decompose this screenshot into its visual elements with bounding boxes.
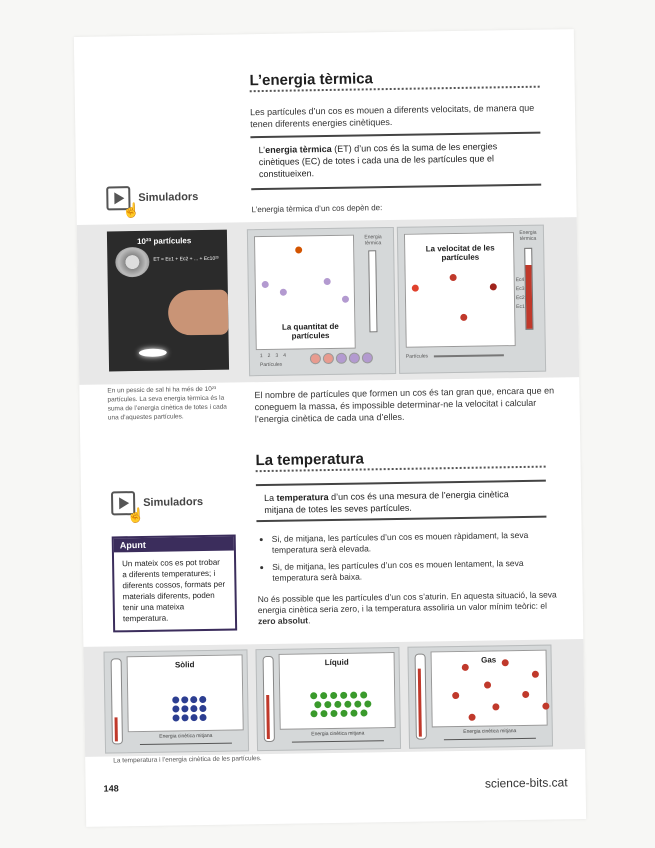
particle [492, 703, 499, 710]
state-panel-2 [255, 647, 401, 751]
particle [360, 709, 367, 716]
bullet-fast: • Si, de mitjana, les partícules d’un cos es mouen ràpidament, la seva temperatura serà elevada. [272, 529, 562, 556]
meter-label: Energia tèrmica [519, 229, 537, 242]
energy-levels [516, 276, 525, 312]
hand-cursor-icon: ☝ [127, 506, 145, 524]
kinetic-energy-arrow [292, 740, 384, 742]
particle [172, 696, 179, 703]
thermal-energy-meter [368, 250, 377, 332]
particle [452, 692, 459, 699]
quantity-panel [247, 227, 396, 376]
velocity-label: La velocitat de les partícules [425, 243, 495, 263]
intro-paragraph: Les partícules d’un cos es mouen a diferents velocitats, de manera que tenen diferents energies cinètiques. [249, 102, 535, 130]
particle [320, 710, 327, 717]
count-option[interactable] [362, 352, 373, 363]
particle [334, 701, 341, 708]
particle [199, 705, 206, 712]
tick: 2 [267, 352, 276, 359]
zero-end: . [308, 615, 311, 626]
particle [344, 701, 351, 708]
state-box [127, 654, 244, 732]
hand-cursor-icon: ☝ [122, 201, 141, 219]
count-option[interactable] [349, 353, 360, 364]
photo-heading: 10²³ partícules [136, 236, 192, 247]
tick: 3 [275, 352, 284, 359]
quantity-label: La quantitat de partícules [281, 321, 339, 341]
velocity-box [404, 232, 516, 348]
kinetic-energy-axis-label: Energia cinètica mitjana [463, 728, 517, 735]
site-url: science-bits.cat [484, 775, 568, 791]
thermometer [415, 654, 427, 740]
tick-labels [260, 353, 291, 359]
particle [502, 659, 509, 666]
apunt-heading: Apunt [114, 537, 234, 553]
absolute-zero-paragraph [258, 589, 558, 627]
particle [262, 281, 269, 288]
particle [354, 701, 361, 708]
particle [412, 285, 419, 292]
thermometer [111, 658, 123, 744]
particle [469, 714, 476, 721]
kinetic-energy-arrow [140, 743, 232, 745]
fingers-shape [168, 290, 229, 336]
page-number: 148 [103, 783, 119, 794]
level: Ec3 [515, 285, 525, 293]
particle [330, 710, 337, 717]
particle [490, 283, 497, 290]
count-option[interactable] [323, 353, 334, 364]
level: Ec1 [516, 303, 525, 311]
salt-grains [139, 349, 167, 357]
particle [181, 714, 188, 721]
particle [342, 296, 349, 303]
thermal-energy-meter [524, 248, 533, 330]
tick: 1 [259, 352, 268, 360]
apunt-note [112, 534, 237, 632]
velocity-slider[interactable] [434, 354, 504, 357]
tick: 4 [283, 352, 292, 359]
particles-paragraph: El nombre de partícules que formen un cos és tan gran que, encara que en coneguem la massa, és impossible determinar-ne la velocitat i calcular l’energia cinètica de cada una d’elles. [254, 385, 555, 425]
particle [484, 682, 491, 689]
state-panel-1 [103, 649, 249, 753]
particle [360, 691, 367, 698]
section-title-temperature: La temperatura [255, 450, 364, 470]
state-box [431, 650, 548, 728]
section-title-thermal-energy: L’energia tèrmica [249, 70, 374, 90]
particle [280, 289, 287, 296]
thermometer-fill [418, 669, 422, 737]
thermal-energy-definition [250, 132, 541, 191]
thermometer [263, 656, 275, 742]
particle [190, 696, 197, 703]
def-term: temperatura [276, 492, 329, 503]
count-option[interactable] [310, 353, 321, 364]
textbook-page [74, 29, 586, 827]
particle [199, 714, 206, 721]
salt-pinch-photo [107, 230, 229, 372]
temperature-definition [256, 480, 547, 523]
level: Ec4 [515, 276, 525, 284]
photo-formula: ET = Ec1 + Ec2 + ... + Ec10²³ [153, 255, 219, 263]
simulators-link-1[interactable] [106, 185, 199, 219]
def-pre: La [264, 492, 277, 504]
particle [310, 710, 317, 717]
state-label: Líquid [324, 657, 349, 668]
particle [450, 274, 457, 281]
play-icon [106, 186, 141, 219]
axis-label: Partícules [259, 361, 283, 369]
particle [522, 691, 529, 698]
zero-term: zero absolut [257, 615, 309, 627]
count-option[interactable] [336, 353, 347, 364]
particle [199, 696, 206, 703]
def-rest: (ET) d’un cos és la suma de les energies cinètiques (EC) de totes i cada una de les partícules que el constitueixen. [258, 141, 498, 180]
particle [181, 705, 188, 712]
state-panel-3 [407, 645, 553, 749]
particle [295, 246, 302, 253]
particle [324, 701, 331, 708]
particle [340, 692, 347, 699]
velocity-panel [397, 225, 546, 374]
particle-count-selector[interactable] [310, 352, 373, 364]
photo-caption: En un pessic de sal hi ha més de 10²³ partícules. La seva energia tèrmica és la suma de l’energia cinètica de totes i cada una d’aquestes partícules. [107, 385, 227, 422]
particle-lattice-zoom [115, 247, 149, 278]
particle [364, 700, 371, 707]
def-pre: L’ [258, 144, 266, 156]
play-icon [111, 491, 145, 524]
particle [181, 696, 188, 703]
particle [314, 701, 321, 708]
state-label: Sòlid [174, 660, 195, 670]
particle [340, 710, 347, 717]
def-rest: d’un cos és una mesura de l’energia cinètica mitjana de totes les seves partícules. [264, 489, 509, 516]
particle [350, 710, 357, 717]
bullet-slow: • Si, de mitjana, les partícules d’un cos es mouen lentament, la seva temperatura serà baixa. [272, 557, 562, 584]
particle [310, 692, 317, 699]
simulators-link-2[interactable] [111, 490, 204, 524]
particle [172, 714, 179, 721]
thermometer-fill [266, 695, 270, 739]
simulators-label: Simuladors [143, 496, 204, 509]
quantity-box [254, 235, 356, 351]
particle [350, 692, 357, 699]
kinetic-energy-axis-label: Energia cinètica mitjana [311, 730, 365, 738]
particle [542, 703, 549, 710]
particle [330, 692, 337, 699]
particle [320, 692, 327, 699]
state-label: Gas [481, 655, 497, 665]
state-box [279, 652, 396, 730]
def-term: energia tèrmica [265, 143, 332, 155]
particle [462, 664, 469, 671]
kinetic-energy-arrow [444, 738, 536, 740]
particle [190, 705, 197, 712]
simulators-label: Simuladors [138, 191, 199, 204]
particle [172, 705, 179, 712]
apunt-body: Un mateix cos es pot trobar a diferents temperatures; i diferents cossos, formats per materials diferents, poden tenir una mateixa temperatura. [122, 557, 226, 624]
thermometer-fill [115, 717, 118, 741]
particle [324, 278, 331, 285]
axis-label: Partícules [405, 353, 429, 360]
particle [532, 671, 539, 678]
particle [460, 314, 467, 321]
kinetic-energy-axis-label: Energia cinètica mitjana [159, 732, 213, 740]
states-caption: La temperatura i l’energia cinètica de les partícules. [113, 755, 262, 765]
depends-text: L’energia tèrmica d’un cos depèn de: [251, 203, 383, 215]
level: Ec2 [515, 294, 525, 302]
states-row [74, 29, 574, 37]
meter-label: Energia tèrmica [364, 234, 382, 247]
particle [190, 714, 197, 721]
temperature-bullets [262, 529, 563, 590]
zero-text: No és possible que les partícules d’un cos s’aturin. En aquesta situació, la seva energia cinètica seria zero, i la temperatura assoliria un valor mínim teòric: el [257, 589, 557, 616]
